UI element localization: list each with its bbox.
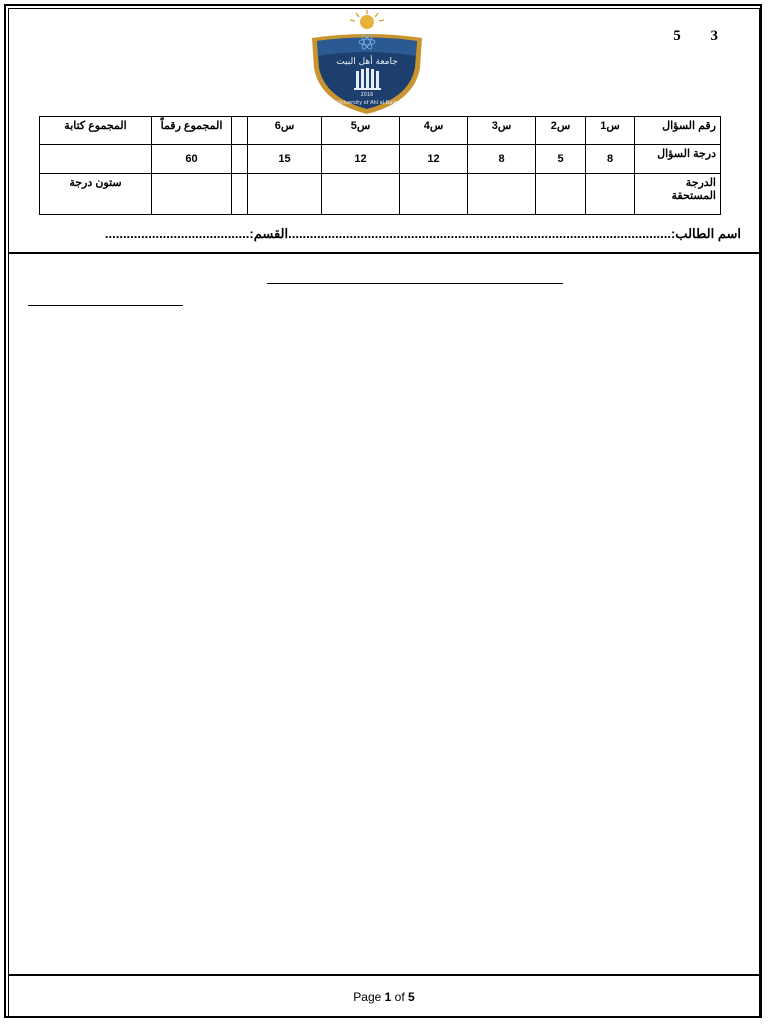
label-total-numeric: المجموع رقماً [152, 117, 232, 145]
question-1: س1 [586, 117, 635, 145]
question-3: س3 [468, 117, 536, 145]
earned-q1[interactable] [586, 174, 635, 215]
mark-q4: 12 [400, 145, 468, 174]
header-divider [8, 252, 760, 254]
table-row-question-mark [40, 145, 721, 174]
question-4: س4 [400, 117, 468, 145]
footer-middle: of [391, 990, 409, 1004]
header-number-b: 3 [710, 28, 718, 44]
mark-q1: 8 [586, 145, 635, 174]
label-total-written: المجموع كتابة [40, 117, 152, 145]
earned-total-numeric[interactable] [152, 174, 232, 215]
total-numeric-value: 60 [152, 145, 232, 174]
logo-columns-icon [354, 68, 381, 90]
blank-line-center [267, 283, 563, 284]
label-question-mark: درجة السؤال [635, 145, 721, 174]
question-2: س2 [536, 117, 586, 145]
page-footer [0, 990, 768, 1004]
student-info-line [90, 226, 741, 242]
table-row-question-number [40, 117, 721, 145]
total-written-blank [40, 145, 152, 174]
earned-q4[interactable] [400, 174, 468, 215]
header-numbers [673, 28, 718, 45]
department-field[interactable]: ........................................ [104, 226, 250, 241]
mark-q5: 12 [322, 145, 400, 174]
grades-table [39, 116, 721, 215]
table-row-earned-mark [40, 174, 721, 215]
university-logo [306, 8, 428, 118]
logo-sun-icon [350, 10, 384, 29]
student-name-label: اسم الطالب: [670, 226, 741, 241]
footer-prefix: Page [353, 990, 385, 1004]
mark-q3: 8 [468, 145, 536, 174]
earned-q3[interactable] [468, 174, 536, 215]
logo-arabic-calligraphy: جامعة أهل البيت [336, 57, 398, 67]
mark-q6: 15 [248, 145, 322, 174]
footer-current-page: 1 [384, 990, 392, 1004]
footer-divider [8, 974, 760, 976]
question-6: س6 [248, 117, 322, 145]
logo-year: 2016 [360, 92, 374, 98]
table-gap-cell [232, 174, 248, 215]
table-gap-cell [232, 117, 248, 145]
question-5: س5 [322, 117, 400, 145]
student-name-field[interactable]: .......................................................................................................... [288, 226, 671, 241]
earned-q2[interactable] [536, 174, 586, 215]
label-question-number: رقم السؤال [635, 117, 721, 145]
blank-line-left [28, 305, 183, 306]
earned-q6[interactable] [248, 174, 322, 215]
earned-total-written: ستون درجة [40, 174, 152, 215]
label-earned-mark: الدرجة المستحقة [635, 174, 721, 215]
department-label: القسم: [249, 226, 289, 241]
logo-english-text: University of Ahl al-Bayt [336, 100, 398, 106]
mark-q2: 5 [536, 145, 586, 174]
earned-q5[interactable] [322, 174, 400, 215]
header-number-a: 5 [673, 28, 681, 44]
table-gap-cell [232, 145, 248, 174]
footer-total-pages: 5 [408, 990, 415, 1004]
